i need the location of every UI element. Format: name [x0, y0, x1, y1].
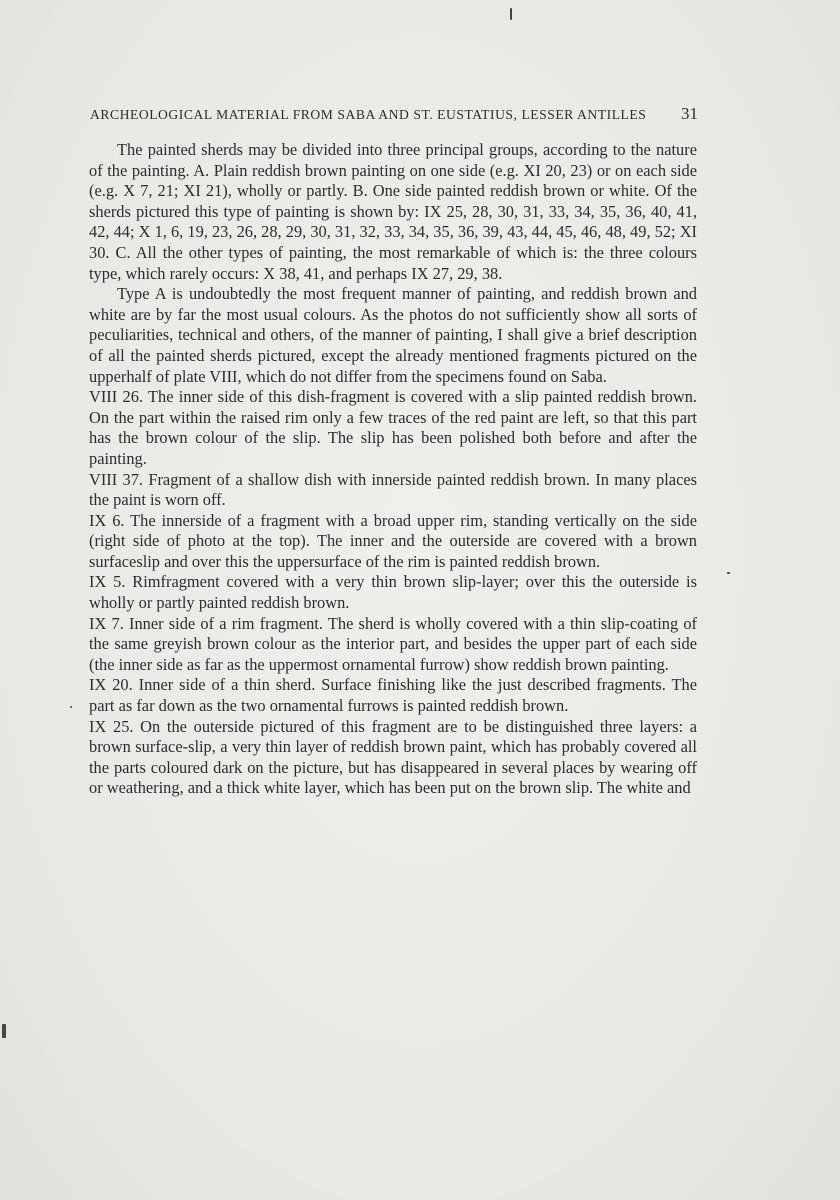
entry-ix-7: IX 7. Inner side of a rim fragment. The sherd is wholly covered with a thin slip-coating of the same greyish brown colour as the interior part, and besides the upper part of each side (the inner side as far as the uppermost ornamental furrow) show reddish brown painting. [89, 613, 697, 674]
paragraph-type-a: Type A is undoubtedly the most frequent manner of painting, and reddish brown and white are by far the most usual colours. As the photos do not sufficiently show all sorts of peculiarities, technical and others, of the manner of painting, I shall give a brief description of all the painted sherds pictured, except the already mentioned fragments pictured on the upperhalf of plate VIII, which do not differ from the specimens found on Saba. [89, 284, 697, 386]
running-header [90, 104, 698, 124]
entry-viii-26: VIII 26. The inner side of this dish-fragment is covered with a slip painted reddish brown. On the part within the raised rim only a few traces of the red paint are left, so that this part has the brown colour of the slip. The slip has been polished both before and after the painting. [89, 387, 697, 468]
entry-ix-6: IX 6. The innerside of a fragment with a broad upper rim, standing vertically on the side (right side of photo at the top). The inner and the outerside are covered with a brown surfaceslip and over this the uppersurface of the rim is painted reddish brown. [89, 510, 697, 571]
scan-mark-left [2, 1024, 6, 1038]
entry-ix-5: IX 5. Rimfragment covered with a very thin brown slip-layer; over this the outerside is wholly or partly painted reddish brown. [89, 572, 697, 613]
entry-viii-37: VIII 37. Fragment of a shallow dish with innerside painted reddish brown. In many places the paint is worn off. [89, 469, 697, 510]
entry-ix-20: IX 20. Inner side of a thin sherd. Surface finishing like the just described fragments. The part as far down as the two ornamental furrows is painted reddish brown. [89, 675, 697, 716]
entry-ix-25: IX 25. On the outerside pictured of this fragment are to be distinguished three layers: a brown surface-slip, a very thin layer of reddish brown paint, which has probably covered all the parts coloured dark on the picture, but has disappeared in several places by wearing off or weathering, and a thick white layer, which has been put on the brown slip. The white and [89, 716, 697, 798]
paragraph-painted-sherds-groups: The painted sherds may be divided into three principal groups, according to the nature of the painting. A. Plain reddish brown painting on one side (e.g. XI 20, 23) or on each side (e.g. X 7, 21; XI 21), wholly or partly. B. One side painted reddish brown or white. Of the sherds pictured this type of painting is shown by: IX 25, 28, 30, 31, 33, 34, 35, 36, 40, 41, 42, 44; X 1, 6, 19, 23, 26, 28, 29, 30, 31, 32, 33, 34, 35, 36, 39, 43, 44, 45, 46, 48, 49, 52; XI 30. C. All the other types of painting, the most remarkable of which is: the three colours type, which rarely occurs: X 38, 41, and perhaps IX 27, 29, 38. [89, 140, 697, 283]
scan-dot-left [70, 706, 72, 708]
scan-mark-top [510, 8, 512, 20]
scan-dot-right [727, 572, 730, 574]
page-number: 31 [681, 104, 698, 123]
running-title: ARCHEOLOGICAL MATERIAL FROM SABA AND ST. EUSTATIUS, LESSER ANTILLES [90, 107, 647, 122]
body-text [89, 140, 697, 799]
